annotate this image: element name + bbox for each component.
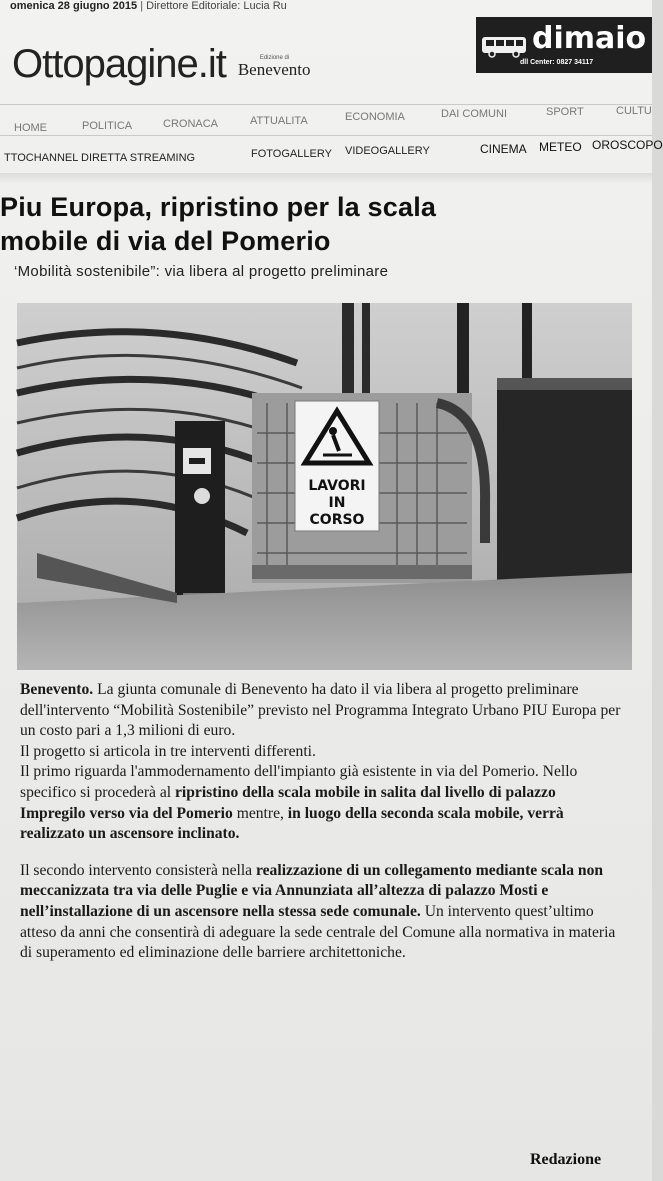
director-text: Direttore Editoriale: Lucia Ru (146, 0, 287, 12)
edition-city: Benevento (237, 60, 311, 79)
article-photo (17, 303, 632, 670)
primary-nav (0, 104, 652, 136)
separator: | (140, 0, 144, 12)
bus-icon (480, 33, 530, 59)
top-date-strip (0, 0, 652, 14)
sign-text-line1: LAVORI (308, 478, 366, 494)
escalator-photo (17, 303, 632, 670)
p3-part-b: ripristino della scala mobile in salita dal livello di palazzo Impregilo verso via del Pomerio (20, 783, 556, 822)
site-logo[interactable] (12, 36, 311, 84)
nav-attualita[interactable]: ATTUALITA (250, 115, 308, 127)
sign-text-line3: CORSO (309, 512, 365, 528)
nav-cultura[interactable]: CULTU (616, 105, 652, 117)
nav-sport[interactable]: SPORT (546, 106, 584, 118)
banner-brand: dimaio (532, 21, 647, 56)
paragraph-2: Il progetto si articola in tre interventi differenti. (20, 742, 316, 760)
paragraph-4 (20, 861, 625, 964)
logo-text: Ottopagine.it (12, 42, 226, 86)
advert-banner[interactable] (476, 17, 652, 73)
p3-part-c: mentre, (232, 804, 288, 822)
edition-block (238, 55, 311, 84)
paragraph-gap (20, 845, 625, 861)
p4-part-b: realizzazione di un collegamento mediante scala non meccanizzata tra via delle Puglie e via Annunziata all’altezza di palazzo Mosti e nell’installazione di un ascensore nella stessa sede comunale. (20, 861, 604, 920)
article-title (0, 190, 640, 258)
nav-home[interactable]: HOME (14, 122, 47, 134)
author-signature: Redazione (530, 1151, 602, 1168)
nav-politica[interactable]: POLITICA (82, 120, 133, 132)
title-line-1: Piu Europa, ripristino per la scala (0, 192, 437, 222)
article-body (20, 680, 625, 964)
nav-divider-bar (0, 173, 652, 183)
sign-text-line2: IN (328, 495, 346, 511)
paragraph-3 (20, 762, 625, 844)
paragraph-1 (20, 680, 625, 742)
p4-part-a: Il secondo intervento consisterà nella (20, 861, 256, 879)
banner-subtext: dll Center: 0827 34117 (520, 59, 594, 66)
article-subtitle: ‘Mobilità sostenibile”: via libera al progetto preliminare (14, 263, 389, 280)
p3-part-a: Il primo riguarda l'ammodernamento dell'impianto già esistente in via del Pomerio. Nello specifico si procederà al (20, 763, 578, 801)
title-line-2: mobile di via del Pomerio (0, 226, 331, 256)
p3-part-d: in luogo della seconda scala mobile, verrà realizzato un ascensore inclinato. (20, 804, 564, 843)
paragraph-1-text: La giunta comunale di Benevento ha dato il via libera al progetto preliminare dell'intervento “Mobilità Sostenibile” previsto nel Programma Integrato Urbano PIU Europa per un costo pari a 1,3 milioni di euro. (20, 681, 621, 740)
nav-dai-comuni[interactable]: DAI COMUNI (441, 108, 507, 120)
dateline: Benevento. (20, 681, 94, 698)
nav-oroscopo[interactable]: OROSCOPO (592, 138, 663, 152)
nav-meteo[interactable]: METEO (539, 140, 582, 154)
date-text: omenica 28 giugno 2015 (10, 0, 138, 12)
p4-part-c: Un intervento quest’ultimo atteso da anni che consentirà di adeguare la sede centrale del Comune alla normativa in materia di superamento ed eliminazione delle barriere architettoniche. (20, 902, 616, 962)
nav-ottochannel[interactable]: TTOCHANNEL DIRETTA STREAMING (4, 152, 196, 164)
nav-videogallery[interactable]: VIDEOGALLERY (345, 145, 430, 157)
nav-cronaca[interactable]: CRONACA (163, 118, 219, 130)
edition-label: Edizione di (259, 55, 290, 61)
nav-economia[interactable]: ECONOMIA (345, 111, 405, 123)
nav-cinema[interactable]: CINEMA (480, 142, 527, 156)
nav-fotogallery[interactable]: FOTOGALLERY (251, 148, 332, 160)
